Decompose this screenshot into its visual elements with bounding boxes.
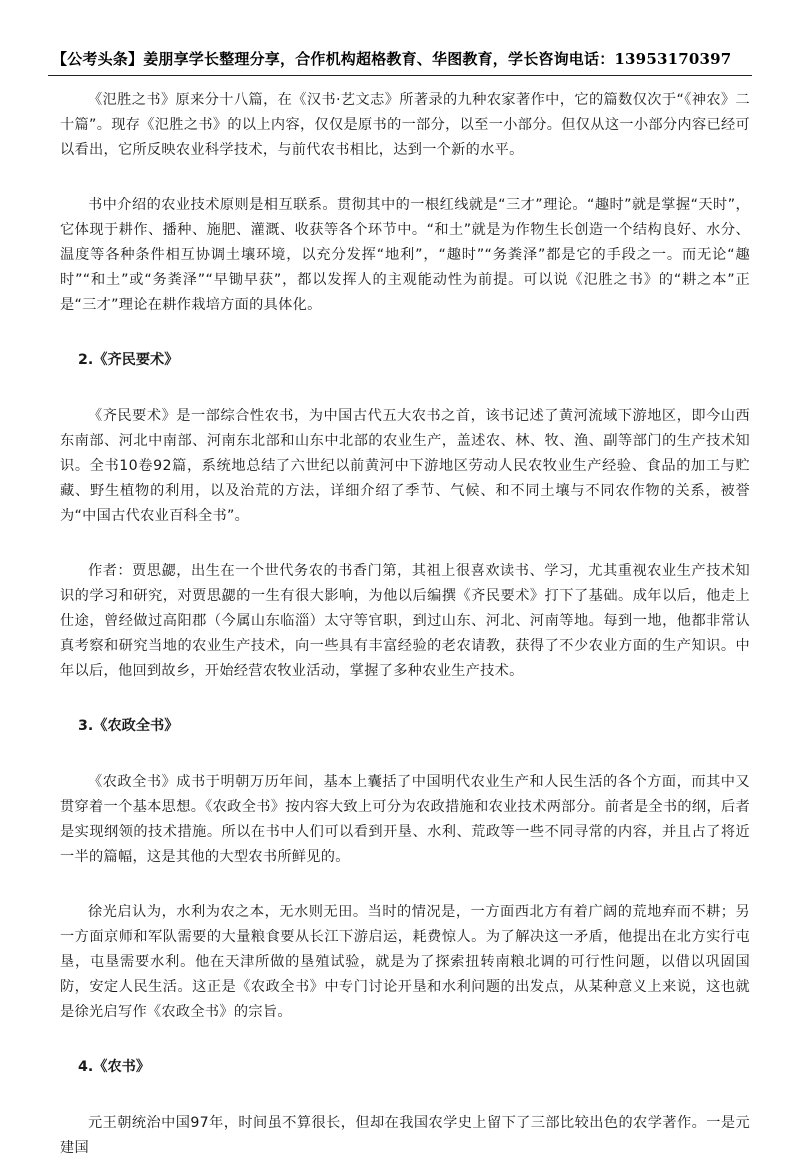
paragraph-qiminyaoshu-author: 作者：贾思勰，出生在一个世代务农的书香门第，其祖上很喜欢读书、学习，尤其重视农业生产技术知识的学习和研究，对贾思勰的一生有很大影响，为他以后编撰《齐民要术》打下了基础。成年以后，他走上仕途，曾经做过高阳郡（今属山东临淄）太守等官职，到过山东、河北、河南等地。每到一地，他都非常认真考察和研究当地的农业生产技术，向一些具有丰富经验的老农请教，获得了不少农业方面的生产知识。中年以后，他回到故乡，开始经营农牧业活动，掌握了多种农业生产技术。 [60,563,750,679]
section-heading-nongshu: 4.《农书》 [78,1059,151,1075]
paragraph-fanshengzhi-intro: 《氾胜之书》原来分十八篇，在《汉书·艺文志》所著录的九种农家著作中，它的篇数仅次于“《神农》二十篇”。现存《氾胜之书》的以上内容，仅仅是原书的一部分，以至一小部分。但仅从这一小部分内容已经可以看出，它所反映农业科学技术，与前代农书相比，达到一个新的水平。 [60,92,750,158]
paragraph-fanshengzhi-principles: 书中介绍的农业技术原则是相互联系。贯彻其中的一根红线就是“三才”理论。“趣时”就是掌握“天时”，它体现于耕作、播种、施肥、灌溉、收获等各个环节中。“和土”就是为作物生长创造一个结构良好、水分、温度等各种条件相互协调土壤环境，以充分发挥“地利”，“趣时”“务粪泽”都是它的手段之一。而无论“趣时”“和土”或“务粪泽”“早锄早获”，都以发挥人的主观能动性为前提。可以说《氾胜之书》的“耕之本”正是“三才”理论在耕作栽培方面的具体化。 [60,197,750,313]
page-header [48,44,752,76]
paragraph-xuguangqi: 徐光启认为，水利为农之本，无水则无田。当时的情况是，一方面西北方有着广阔的荒地弃而不耕；另一方面京师和军队需要的大量粮食要从长江下游启运，耗费惊人。为了解决这一矛盾，他提出在北方实行屯垦，屯垦需要水利。他在天津所做的垦殖试验，就是为了探索扭转南粮北调的可行性问题，以借以巩固国防，安定人民生活。这正是《农政全书》中专门讨论开垦和水利问题的出发点，从某种意义上来说，这也就是徐光启写作《农政全书》的宗旨。 [60,904,750,1020]
paragraph-nongzhengquanshu-intro: 《农政全书》成书于明朝万历年间，基本上囊括了中国明代农业生产和人民生活的各个方面，而其中又贯穿着一个基本思想。《农政全书》按内容大致上可分为农政措施和农业技术两部分。前者是全书的纲，后者是实现纲领的技术措施。所以在书中人们可以看到开垦、水利、荒政等一些不同寻常的内容，并且占了将近一半的篇幅，这是其他的大型农书所鲜见的。 [60,774,750,865]
paragraph-nongshu-intro: 元王朝统治中国97年，时间虽不算很长，但却在我国农学史上留下了三部比较出色的农学著作。一是元建国 [60,1115,750,1156]
section-heading-qiminyaoshu: 2.《齐民要术》 [78,352,179,368]
paragraph-qiminyaoshu-intro: 《齐民要术》是一部综合性农书，为中国古代五大农书之首，该书记述了黄河流域下游地区，即今山西东南部、河北中南部、河南东北部和山东中北部的农业生产，盖述农、林、牧、渔、副等部门的生产技术知识。全书10卷92篇，系统地总结了六世纪以前黄河中下游地区劳动人民农牧业生产经验、食品的加工与贮藏、野生植物的利用，以及治荒的方法，详细介绍了季节、气候、和不同土壤与不同农作物的关系，被誉为“中国古代农业百科全书”。 [60,408,750,524]
document-body [60,88,750,1161]
header-text: 【公考头条】姜朋享学长整理分享，合作机构超格教育、华图教育，学长咨询电话：13953170397 [52,50,732,68]
section-heading-nongzhengquanshu: 3.《农政全书》 [78,718,179,734]
